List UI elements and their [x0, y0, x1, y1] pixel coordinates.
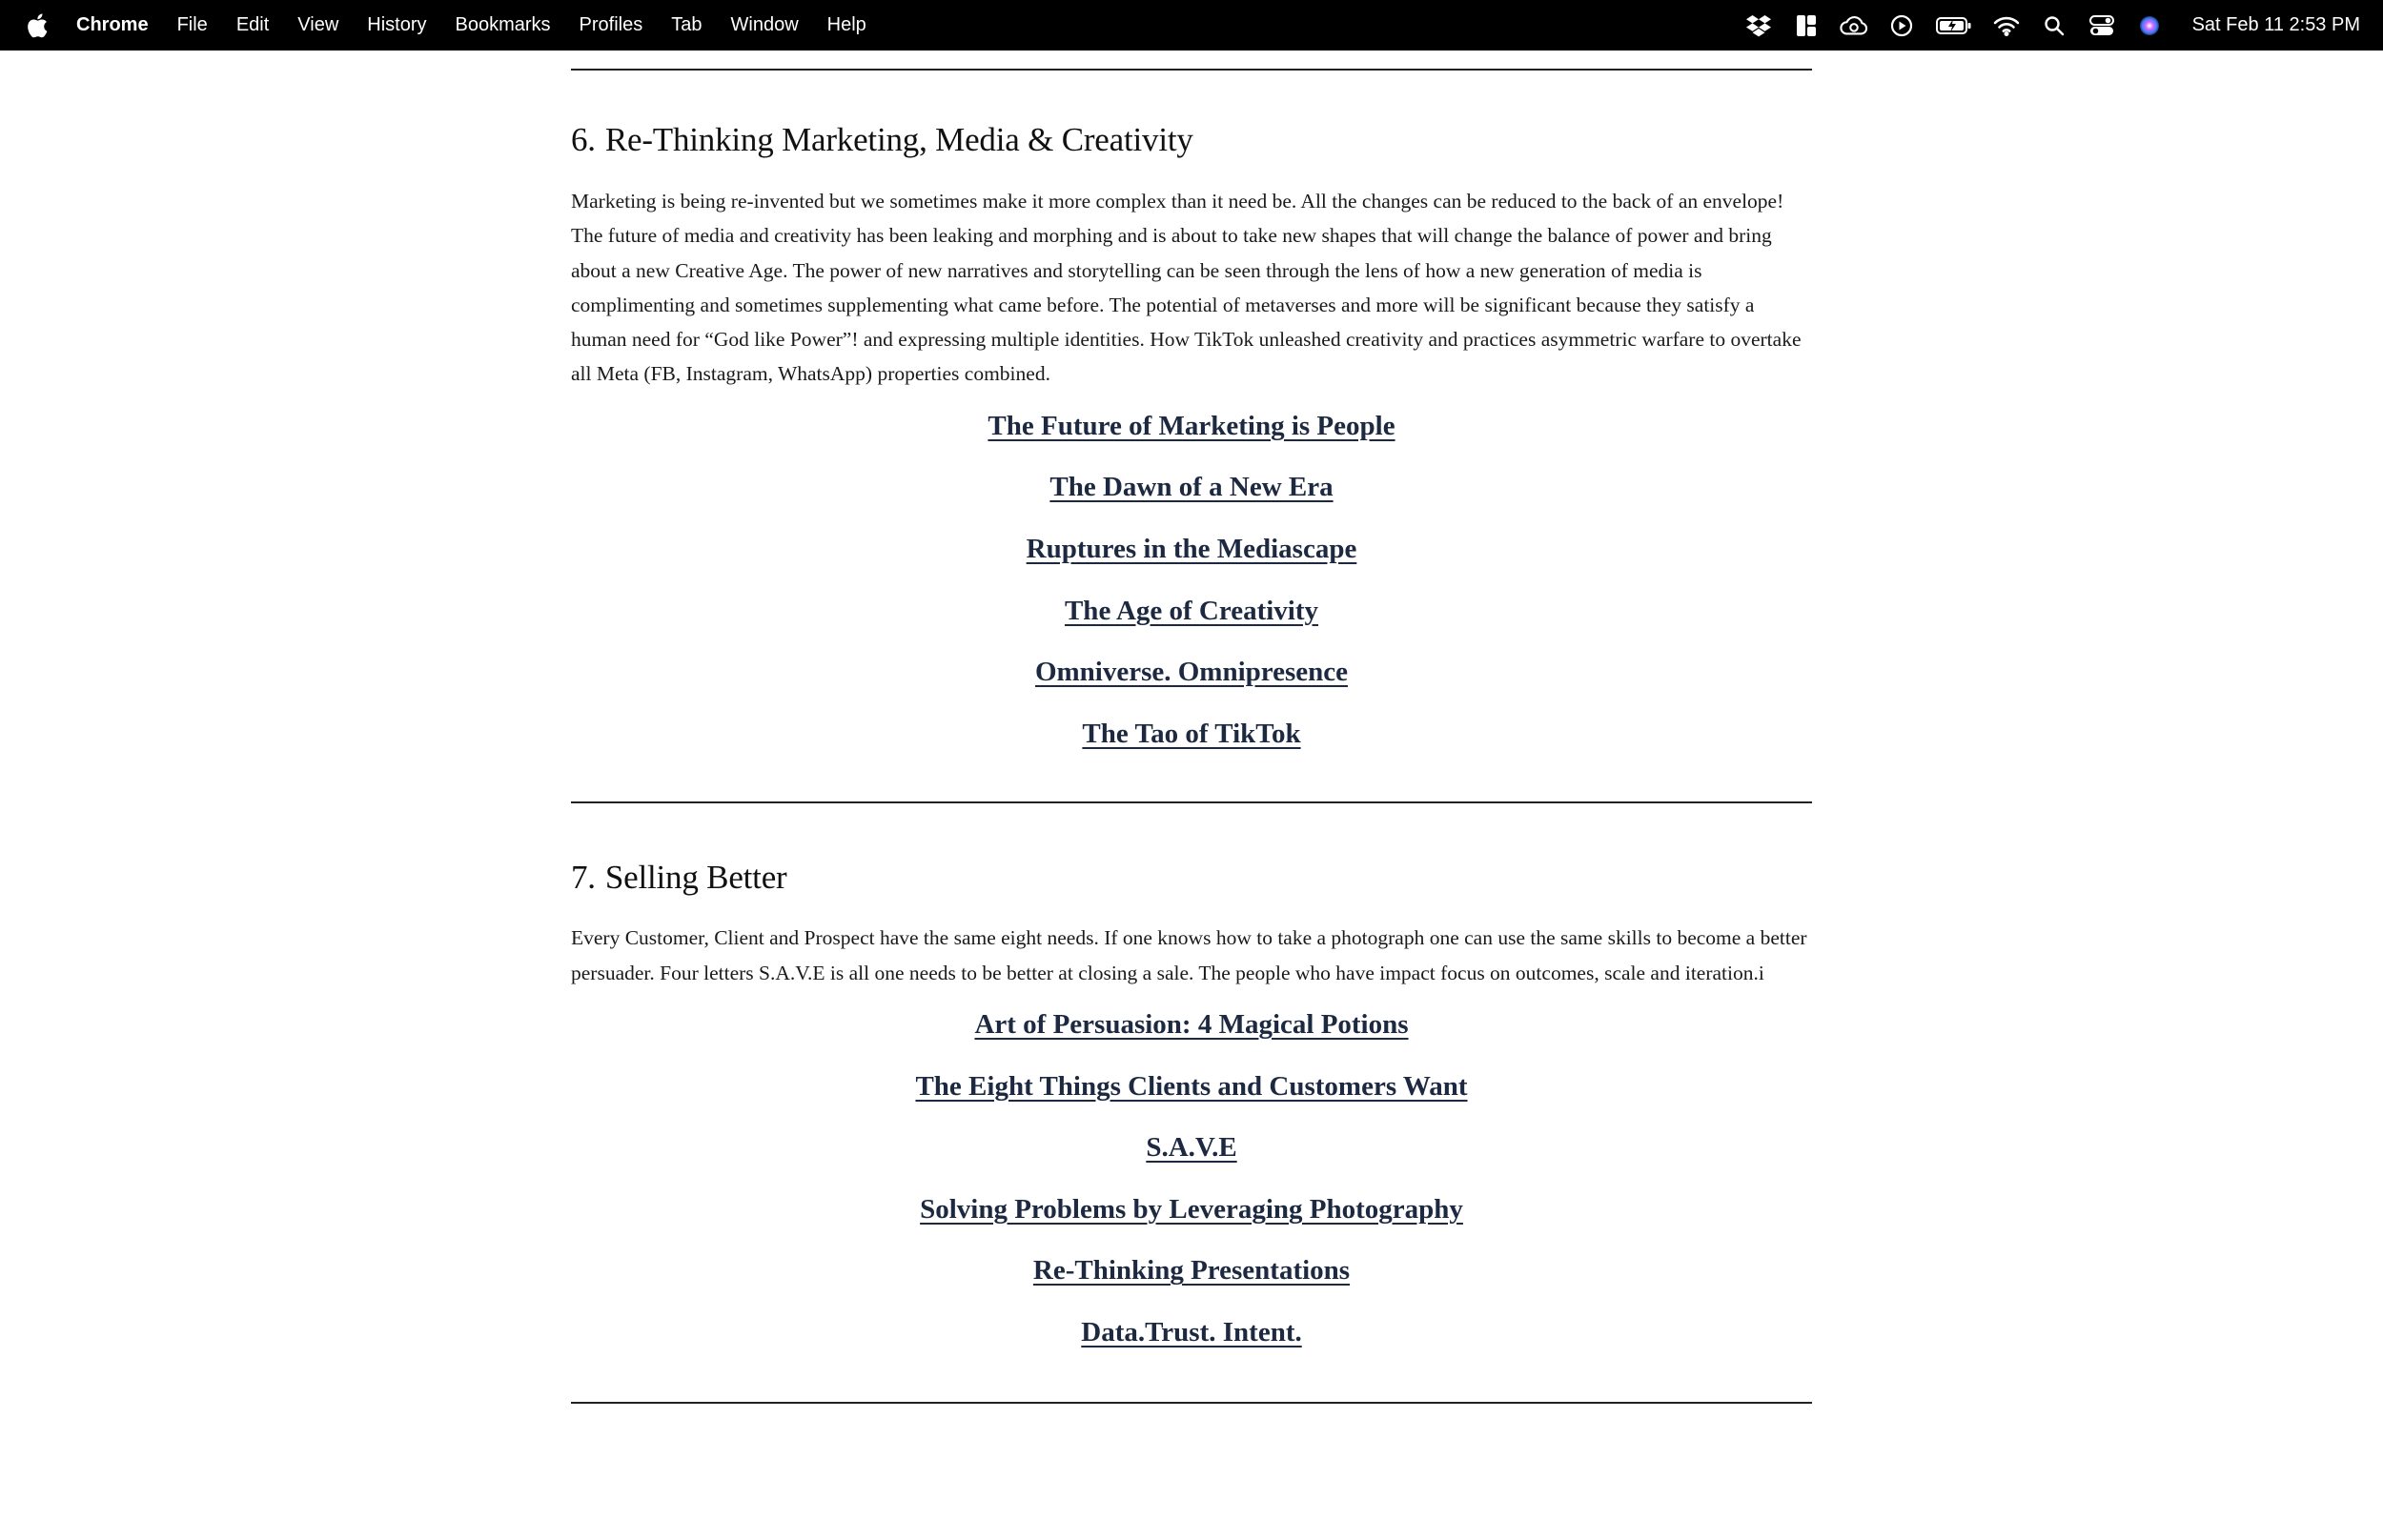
status-icons	[1725, 11, 2360, 40]
link-tao-of-tiktok[interactable]: The Tao of TikTok	[1082, 718, 1301, 749]
list-item	[571, 1071, 1812, 1133]
siri-icon[interactable]	[2135, 11, 2164, 40]
list-item	[571, 1255, 1812, 1317]
menu-window[interactable]: Window	[730, 14, 799, 35]
list-item	[571, 472, 1812, 534]
link-dawn-of-new-era[interactable]: The Dawn of a New Era	[1049, 472, 1334, 503]
list-item	[571, 657, 1812, 719]
menu-clock[interactable]: Sat Feb 11 2:53 PM	[2191, 14, 2360, 35]
section-7	[571, 859, 1812, 1378]
battery-icon[interactable]	[1935, 11, 1973, 40]
page-content	[571, 51, 1812, 1404]
menu-tab[interactable]: Tab	[671, 14, 703, 35]
section-6-description: Marketing is being re-invented but we sometimes make it more complex than it need be. All the changes can be reduced to the back of an envelope! The future of media and creativity has been leaking and morphing and is about to take new shapes that will change the balance of power and bring about a new Creative Age. The power of new narratives and storytelling can be seen through the lens of how a new generation of media is complimenting and sometimes supplementing what came before. The potential of metaverses and more will be significant because they satisfy a human need for “God like Power”! and expressing multiple identities. How TikTok unleashed creativity and practices asymmetric warfare to overtake all Meta (FB, Instagram, WhatsApp) properties combined.	[571, 190, 1802, 386]
list-item	[571, 596, 1812, 658]
control-center-icon[interactable]	[2088, 11, 2116, 40]
section-6-title	[571, 121, 1812, 159]
link-ruptures-mediascape[interactable]: Ruptures in the Mediascape	[1026, 533, 1357, 564]
creative-cloud-icon[interactable]	[1840, 11, 1868, 40]
list-item	[571, 1132, 1812, 1194]
apple-icon[interactable]	[27, 13, 48, 38]
link-save[interactable]: S.A.V.E	[1146, 1132, 1237, 1164]
link-age-of-creativity[interactable]: The Age of Creativity	[1064, 595, 1319, 626]
link-solving-problems[interactable]: Solving Problems by Leveraging Photography	[920, 1193, 1463, 1225]
link-art-of-persuasion[interactable]: Art of Persuasion: 4 Magical Potions	[974, 1008, 1409, 1040]
menu-app-name[interactable]: Chrome	[76, 14, 149, 35]
menu-view[interactable]: View	[297, 14, 339, 35]
list-item	[571, 1194, 1812, 1256]
menu-file[interactable]: File	[176, 14, 208, 35]
section-6-links	[571, 411, 1812, 780]
menu-edit[interactable]: Edit	[235, 14, 270, 35]
section-divider	[571, 1402, 1812, 1404]
layout-icon[interactable]	[1792, 11, 1821, 40]
spotlight-search-icon[interactable]	[2040, 11, 2068, 40]
section-7-description: Every Customer, Client and Prospect have the same eight needs. If one knows how to take a photograph one can use the same skills to become a better persuader. Four letters S.A.V.E is all one needs to be better at closing a sale. The people who have impact focus on outcomes, scale and iteration.i	[571, 926, 1807, 984]
section-divider	[571, 801, 1812, 803]
dropbox-icon[interactable]	[1744, 11, 1773, 40]
section-7-number: 7.	[571, 859, 596, 897]
list-item	[571, 1009, 1812, 1071]
section-7-title	[571, 859, 1812, 897]
play-icon[interactable]	[1887, 11, 1916, 40]
section-6	[571, 121, 1812, 780]
section-6-heading: Re-Thinking Marketing, Media & Creativity	[604, 121, 1193, 158]
menu-bookmarks[interactable]: Bookmarks	[455, 14, 551, 35]
link-rethinking-presentations[interactable]: Re-Thinking Presentations	[1032, 1255, 1351, 1287]
list-item	[571, 719, 1812, 780]
wifi-icon[interactable]	[1992, 11, 2021, 40]
menu-bar	[0, 0, 2383, 51]
link-omniverse[interactable]: Omniverse. Omnipresence	[1034, 657, 1349, 688]
list-item	[571, 411, 1812, 473]
menu-history[interactable]: History	[367, 14, 427, 35]
section-divider	[571, 69, 1812, 71]
section-7-links	[571, 1009, 1812, 1379]
link-data-trust-intent[interactable]: Data.Trust. Intent.	[1081, 1316, 1302, 1348]
list-item	[571, 534, 1812, 596]
list-item	[571, 1317, 1812, 1379]
link-future-of-marketing[interactable]: The Future of Marketing is People	[988, 410, 1395, 441]
link-eight-things[interactable]: The Eight Things Clients and Customers Want	[915, 1070, 1468, 1102]
menu-help[interactable]: Help	[826, 14, 866, 35]
section-6-number: 6.	[571, 121, 596, 158]
menu-profiles[interactable]: Profiles	[579, 14, 643, 35]
section-7-heading: Selling Better	[604, 859, 787, 897]
